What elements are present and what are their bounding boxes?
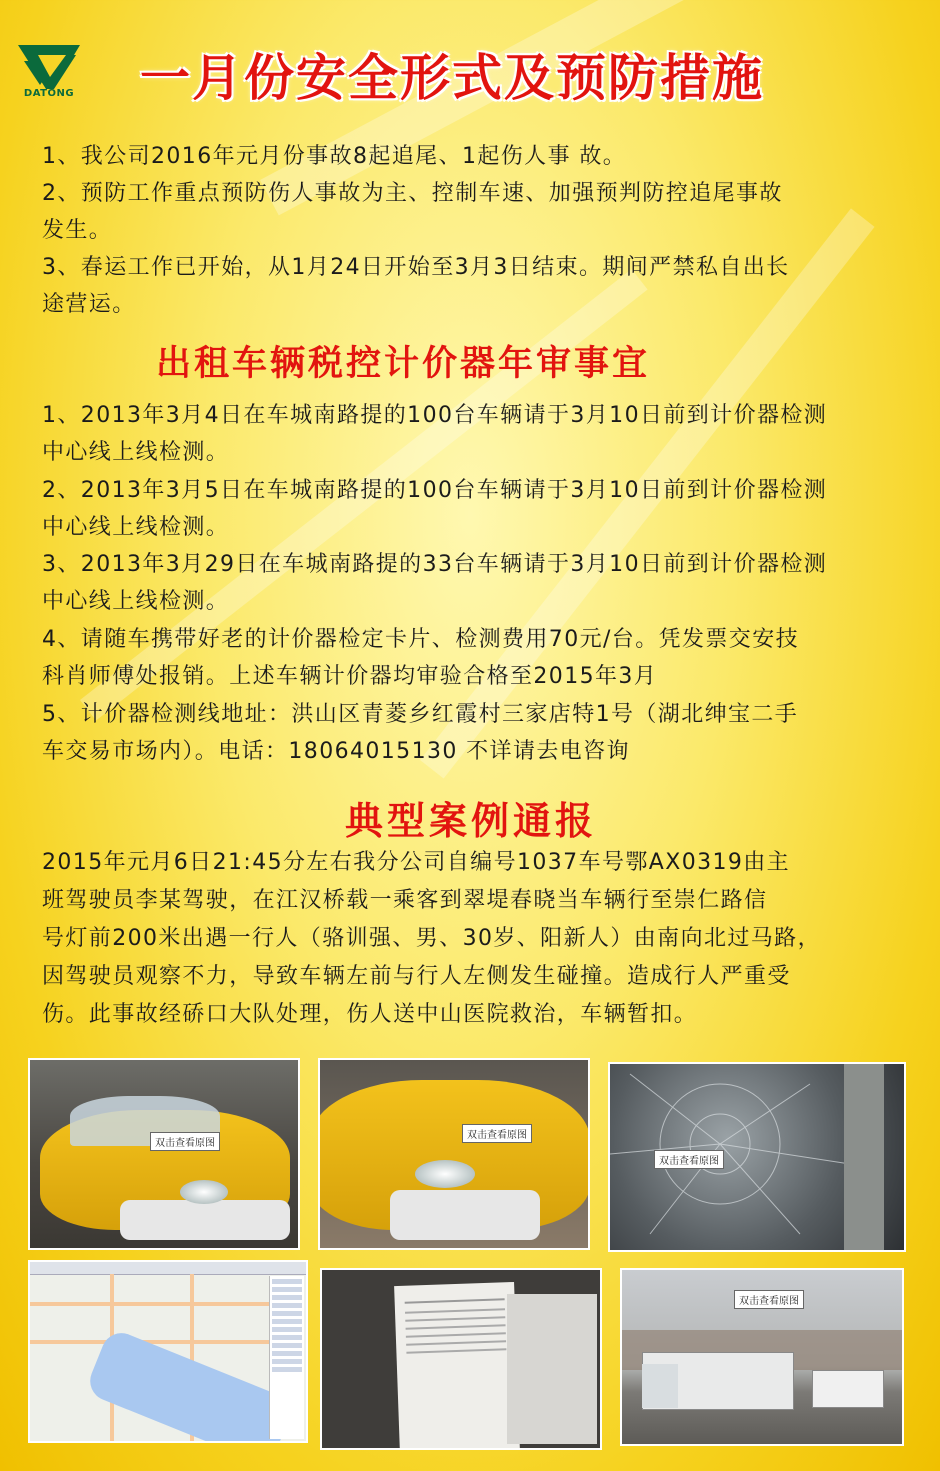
section2-line: 5、计价器检测线地址：洪山区青菱乡红霞村三家店特1号（湖北绅宝二手 [42, 702, 799, 727]
section1-line: 2、预防工作重点预防伤人事故为主、控制车速、加强预判防控追尾事故 [42, 181, 783, 206]
photo-damaged-taxi-2[interactable] [318, 1058, 590, 1250]
page-title: 一月份安全形式及预防措施 [140, 49, 764, 107]
photo-street-scene[interactable] [620, 1268, 904, 1446]
section2-line: 1、2013年3月4日在车城南路提的100台车辆请于3月10日前到计价器检测 [42, 403, 828, 428]
section3-title: 典型案例通报 [345, 799, 598, 843]
section3-line: 伤。此事故经硚口大队处理，伤人送中山医院救治，车辆暂扣。 [42, 1002, 698, 1027]
section1-line: 途营运。 [42, 292, 136, 317]
section2-line: 中心线上线检测。 [42, 440, 230, 465]
section2-line: 2、2013年3月5日在车城南路提的100台车辆请于3月10日前到计价器检测 [42, 478, 828, 503]
view-original-badge[interactable]: 双击查看原图 [150, 1132, 220, 1151]
section2-line: 4、请随车携带好老的计价器检定卡片、检测费用70元/台。凭发票交安技 [42, 627, 800, 652]
section1-line: 3、春运工作已开始，从1月24日开始至3月3日结束。期间严禁私自出长 [42, 255, 790, 280]
section2-line: 中心线上线检测。 [42, 589, 230, 614]
section1-line: 1、我公司2016年元月份事故8起追尾、1起伤人事 故。 [42, 144, 627, 169]
view-original-badge[interactable]: 双击查看原图 [462, 1124, 532, 1143]
view-original-badge[interactable]: 双击查看原图 [654, 1150, 724, 1169]
logo-text: DATONG [23, 88, 75, 99]
photo-map-screenshot[interactable] [28, 1260, 308, 1443]
section3-line: 因驾驶员观察不力，导致车辆左前与行人左侧发生碰撞。造成行人严重受 [42, 964, 791, 989]
photo-cracked-windshield[interactable] [608, 1062, 906, 1252]
photo-damaged-taxi-1[interactable] [28, 1058, 300, 1250]
section2-line: 科肖师傅处报销。上述车辆计价器均审验合格至2015年3月 [42, 664, 658, 689]
section2-line: 中心线上线检测。 [42, 515, 230, 540]
section3-line: 班驾驶员李某驾驶，在江汉桥载一乘客到翠堤春晓当车辆行至崇仁路信 [42, 888, 768, 913]
section2-line: 3、2013年3月29日在车城南路提的33台车辆请于3月10日前到计价器检测 [42, 552, 828, 577]
section1-line: 发生。 [42, 218, 113, 243]
section2-line: 车交易市场内）。电话：18064015130 不详请去电咨询 [42, 739, 630, 764]
view-original-badge[interactable]: 双击查看原图 [734, 1290, 804, 1309]
photo-document-page[interactable] [320, 1268, 602, 1450]
section3-line: 2015年元月6日21:45分左右我分公司自编号1037车号鄂AX0319由主 [42, 850, 791, 875]
section2-title: 出租车辆税控计价器年审事宜 [156, 344, 651, 384]
section3-line: 号灯前200米出遇一行人（骆训强、男、30岁、阳新人）由南向北过马路， [42, 926, 821, 951]
